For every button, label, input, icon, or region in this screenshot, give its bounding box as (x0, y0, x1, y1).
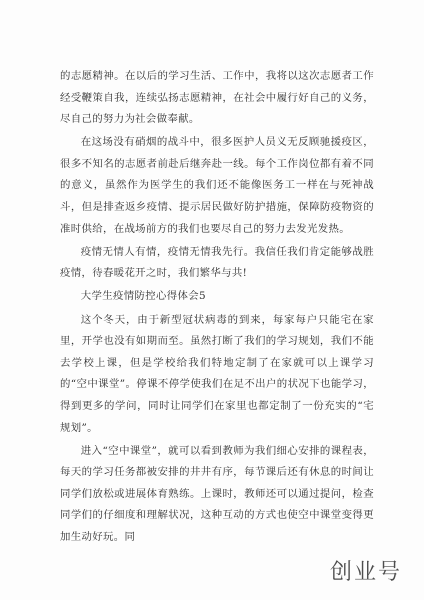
paragraph-battle-frontline: 在这场没有硝烟的战斗中，很多医护人员义无反顾驰援疫区，很多不知名的志愿者前赴后继奔赴一线。每个工作岗位都有着不同的意义，虽然作为医学生的我们还不能像医务工一样在与死神战斗，但是排查返乡疫情、提示居民做好防护措施，保障防疫物资的准时供给，在战场前方的我们也要尽自己的努力去发光发热。 (60, 136, 374, 235)
paragraph-air-classroom-intro: 这个冬天，由于新型冠状病毒的到来，每家每户只能宅在家里，开学也没有如期而至。虽然打断了我们的学习规划，我们不能去学校上课，但是学校给我们特地定制了在家就可以上课学习的“空中课堂”。停课不停学使我们在足不出户的状况下也能学习，得到更多的学问，同时让同学们在家里也都定制了一份充实的“宅规划”。 (60, 313, 374, 434)
section-heading: 大学生疫情防控心得体会5 (80, 290, 206, 303)
paragraph-volunteer-spirit: 的志愿精神。在以后的学习生活、工作中，我将以这次志愿者工作经受鞭策自我，连续弘扬志愿精神，在社会中履行好自己的义务，尽自己的努力为社会做奉献。 (60, 70, 374, 126)
watermark-label: 创业号 (329, 560, 402, 585)
document-body (60, 66, 374, 550)
paragraph-closing-slogan: 疫情无情人有情，疫情无情我先行。我信任我们肯定能够战胜疫情，待春暖花开之时，我们繁华与共! (60, 245, 374, 280)
paragraph-air-classroom-detail: 进入“空中课堂”，就可以看到教师为我们细心安排的课程表，每天的学习任务都被安排的井井有序，每节课后还有休息的时间让同学们放松或进展体育熟练。上课时，教师还可以通过提问，检查同学们的仔细度和理解状况，这种互动的方式也使空中课堂变得更加生动好玩。同 (60, 444, 374, 543)
